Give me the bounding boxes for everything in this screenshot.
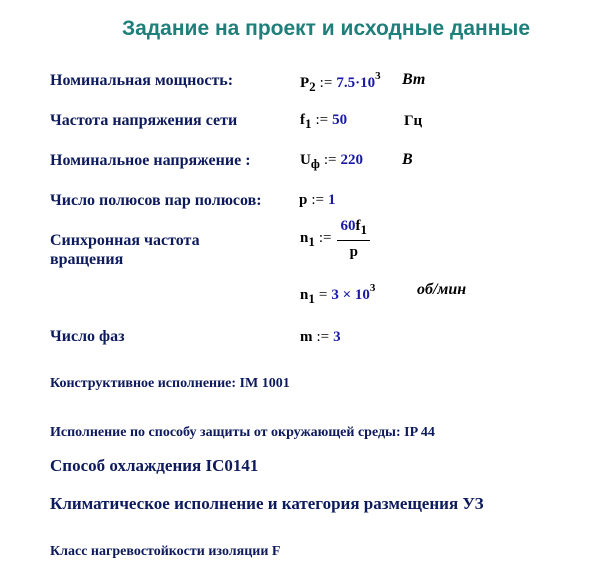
poles-formula (299, 192, 335, 209)
assign-operator: := (311, 192, 324, 208)
voltage-formula (300, 152, 363, 172)
power-symbol: P (300, 75, 310, 91)
power-label: Номинальная мощность: (50, 72, 234, 89)
poles-value: 1 (327, 192, 336, 208)
fraction-denominator: p (349, 244, 358, 260)
power-unit: Вт (402, 71, 426, 88)
phases-formula (300, 329, 341, 346)
cooling-note: Способ охлаждения IC0141 (50, 456, 259, 475)
sync-speed-formula (300, 218, 370, 261)
result-symbol: n (300, 287, 309, 303)
page-title: Задание на проект и исходные данные (122, 17, 531, 40)
phases-label: Число фаз (50, 328, 125, 345)
insulation-note: Класс нагревостойкости изоляции F (50, 544, 281, 559)
assign-operator: := (323, 152, 337, 168)
equals-operator: = (318, 287, 328, 303)
sync-speed-result (300, 282, 375, 307)
voltage-label: Номинальное напряжение : (50, 152, 251, 169)
phases-symbol: m (300, 329, 313, 345)
voltage-symbol: U (300, 152, 311, 168)
sync-speed-symbol: n (300, 229, 309, 246)
frequency-formula (300, 112, 347, 132)
voltage-subscript: ф (310, 156, 320, 171)
poles-symbol: p (299, 192, 308, 208)
result-subscript: 1 (308, 291, 315, 306)
voltage-unit: В (402, 151, 413, 168)
protection-note: Исполнение по способу защиты от окружающей среды: IP 44 (50, 425, 435, 440)
poles-label: Число полюсов пар полюсов: (50, 192, 262, 209)
power-value: $7.5\cdot 10^3$ (336, 70, 381, 91)
assign-operator: := (319, 75, 333, 91)
frequency-subscript: 1 (305, 116, 312, 131)
voltage-value: 220 (340, 152, 363, 168)
sync-speed-label-line1: Синхронная частота (50, 232, 200, 249)
power-subscript: 2 (309, 79, 316, 94)
frequency-unit: Гц (404, 113, 423, 129)
fraction-numerator: $60f_1$ (337, 218, 370, 241)
power-formula (300, 70, 381, 95)
construction-note: Конструктивное исполнение: IM 1001 (50, 376, 290, 391)
frequency-value: 50 (332, 112, 348, 128)
frequency-symbol: f (300, 112, 305, 128)
sync-speed-fraction (337, 218, 370, 261)
assign-operator: := (318, 229, 332, 246)
assign-operator: := (315, 112, 329, 128)
sync-speed-subscript: 1 (308, 233, 315, 249)
sync-speed-label-line2: вращения (50, 251, 124, 268)
frequency-label: Частота напряжения сети (50, 112, 238, 129)
climate-note: Климатическое исполнение и категория размещения УЗ (50, 494, 484, 513)
sync-speed-value: $3 \times 10^3$ (331, 282, 376, 303)
assign-operator: := (316, 329, 330, 345)
phases-value: 3 (333, 329, 341, 345)
sync-speed-unit: об/мин (417, 281, 467, 298)
